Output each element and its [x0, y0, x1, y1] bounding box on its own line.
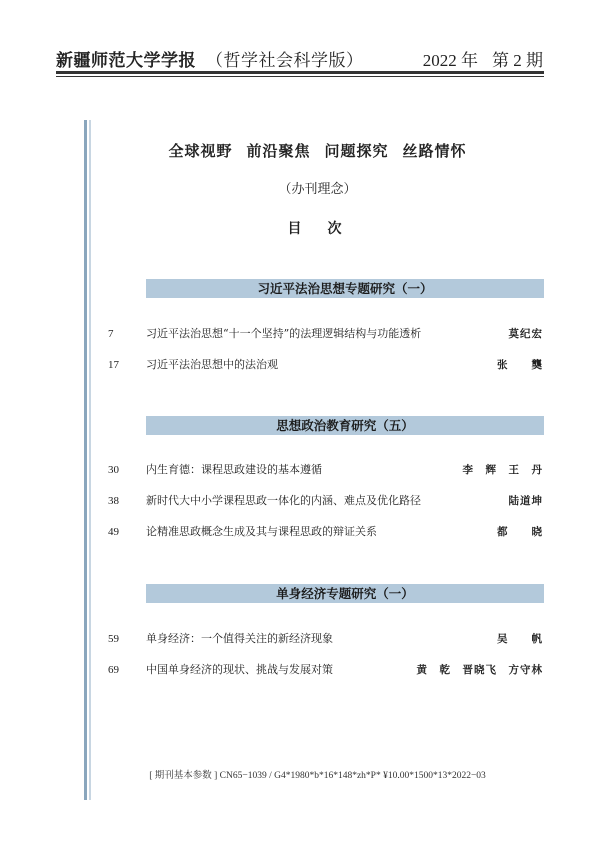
- toc-entry[interactable]: [0, 461, 599, 479]
- entry-page: 49: [108, 526, 119, 538]
- slogan-item: 全球视野: [168, 142, 233, 160]
- slogan-item: 问题探究: [324, 142, 389, 160]
- issue-number: 第 2 期: [492, 51, 543, 70]
- left-accent-bar: [84, 120, 87, 800]
- entry-title: 单身经济：一个值得关注的新经济现象: [146, 632, 333, 645]
- entry-page: 59: [108, 633, 119, 645]
- entry-author: 张 龑: [497, 359, 543, 371]
- entry-title: 新时代大中小学课程思政一体化的内涵、难点及优化路径: [146, 494, 421, 507]
- header-rule-thin: [56, 76, 544, 77]
- issue-year: 2022 年: [422, 51, 478, 70]
- entry-title: 中国单身经济的现状、挑战与发展对策: [146, 663, 333, 676]
- section-header: 思想政治教育研究（五）: [146, 416, 544, 435]
- journal-name: 新疆师范大学学报: [56, 51, 196, 71]
- entry-title: 论精准思政概念生成及其与课程思政的辩证关系: [146, 525, 377, 538]
- section-header: 习近平法治思想专题研究（一）: [146, 279, 544, 298]
- issue-info: [423, 46, 543, 71]
- slogan-item: 丝路情怀: [402, 142, 467, 160]
- header-rule-thick: [56, 71, 544, 74]
- entry-page: 38: [108, 495, 119, 507]
- slogan: [91, 140, 544, 161]
- entry-author: 陆道坤: [508, 495, 543, 507]
- section-header: 单身经济专题研究（一）: [146, 584, 544, 603]
- journal-parameters: [ 期刊基本参数 ] CN65−1039 / G4*1980*b*16*148*zh*P* ¥10.00*1500*13*2022−03: [149, 771, 486, 781]
- entry-author: 都 晓: [497, 526, 543, 538]
- entry-page: 7: [108, 328, 114, 340]
- journal-title: [56, 46, 364, 71]
- journal-edition: （哲学社会科学版）: [206, 51, 364, 71]
- entry-author: 莫纪宏: [508, 328, 543, 340]
- toc-entry[interactable]: [0, 325, 599, 343]
- entry-title: 内生育德：课程思政建设的基本遵循: [146, 463, 322, 476]
- entry-author: 黄 乾 晋晓飞 方守林: [416, 664, 543, 676]
- entry-page: 17: [108, 359, 119, 371]
- entry-page: 69: [108, 664, 119, 676]
- entry-author: 李 辉 王 丹: [462, 464, 543, 476]
- toc-entry[interactable]: [0, 492, 599, 510]
- toc-entry[interactable]: [0, 356, 599, 374]
- motto: （办刊理念）: [278, 182, 357, 197]
- slogan-item: 前沿聚焦: [246, 142, 311, 160]
- toc-entry[interactable]: [0, 523, 599, 541]
- entry-author: 吴 帆: [497, 633, 543, 645]
- entry-title: 习近平法治思想“十一个坚持”的法理逻辑结构与功能透析: [146, 327, 422, 340]
- toc-title: 目 次: [287, 221, 348, 237]
- entry-title: 习近平法治思想中的法治观: [146, 358, 278, 371]
- entry-page: 30: [108, 464, 119, 476]
- toc-entry[interactable]: [0, 630, 599, 648]
- toc-entry[interactable]: [0, 661, 599, 679]
